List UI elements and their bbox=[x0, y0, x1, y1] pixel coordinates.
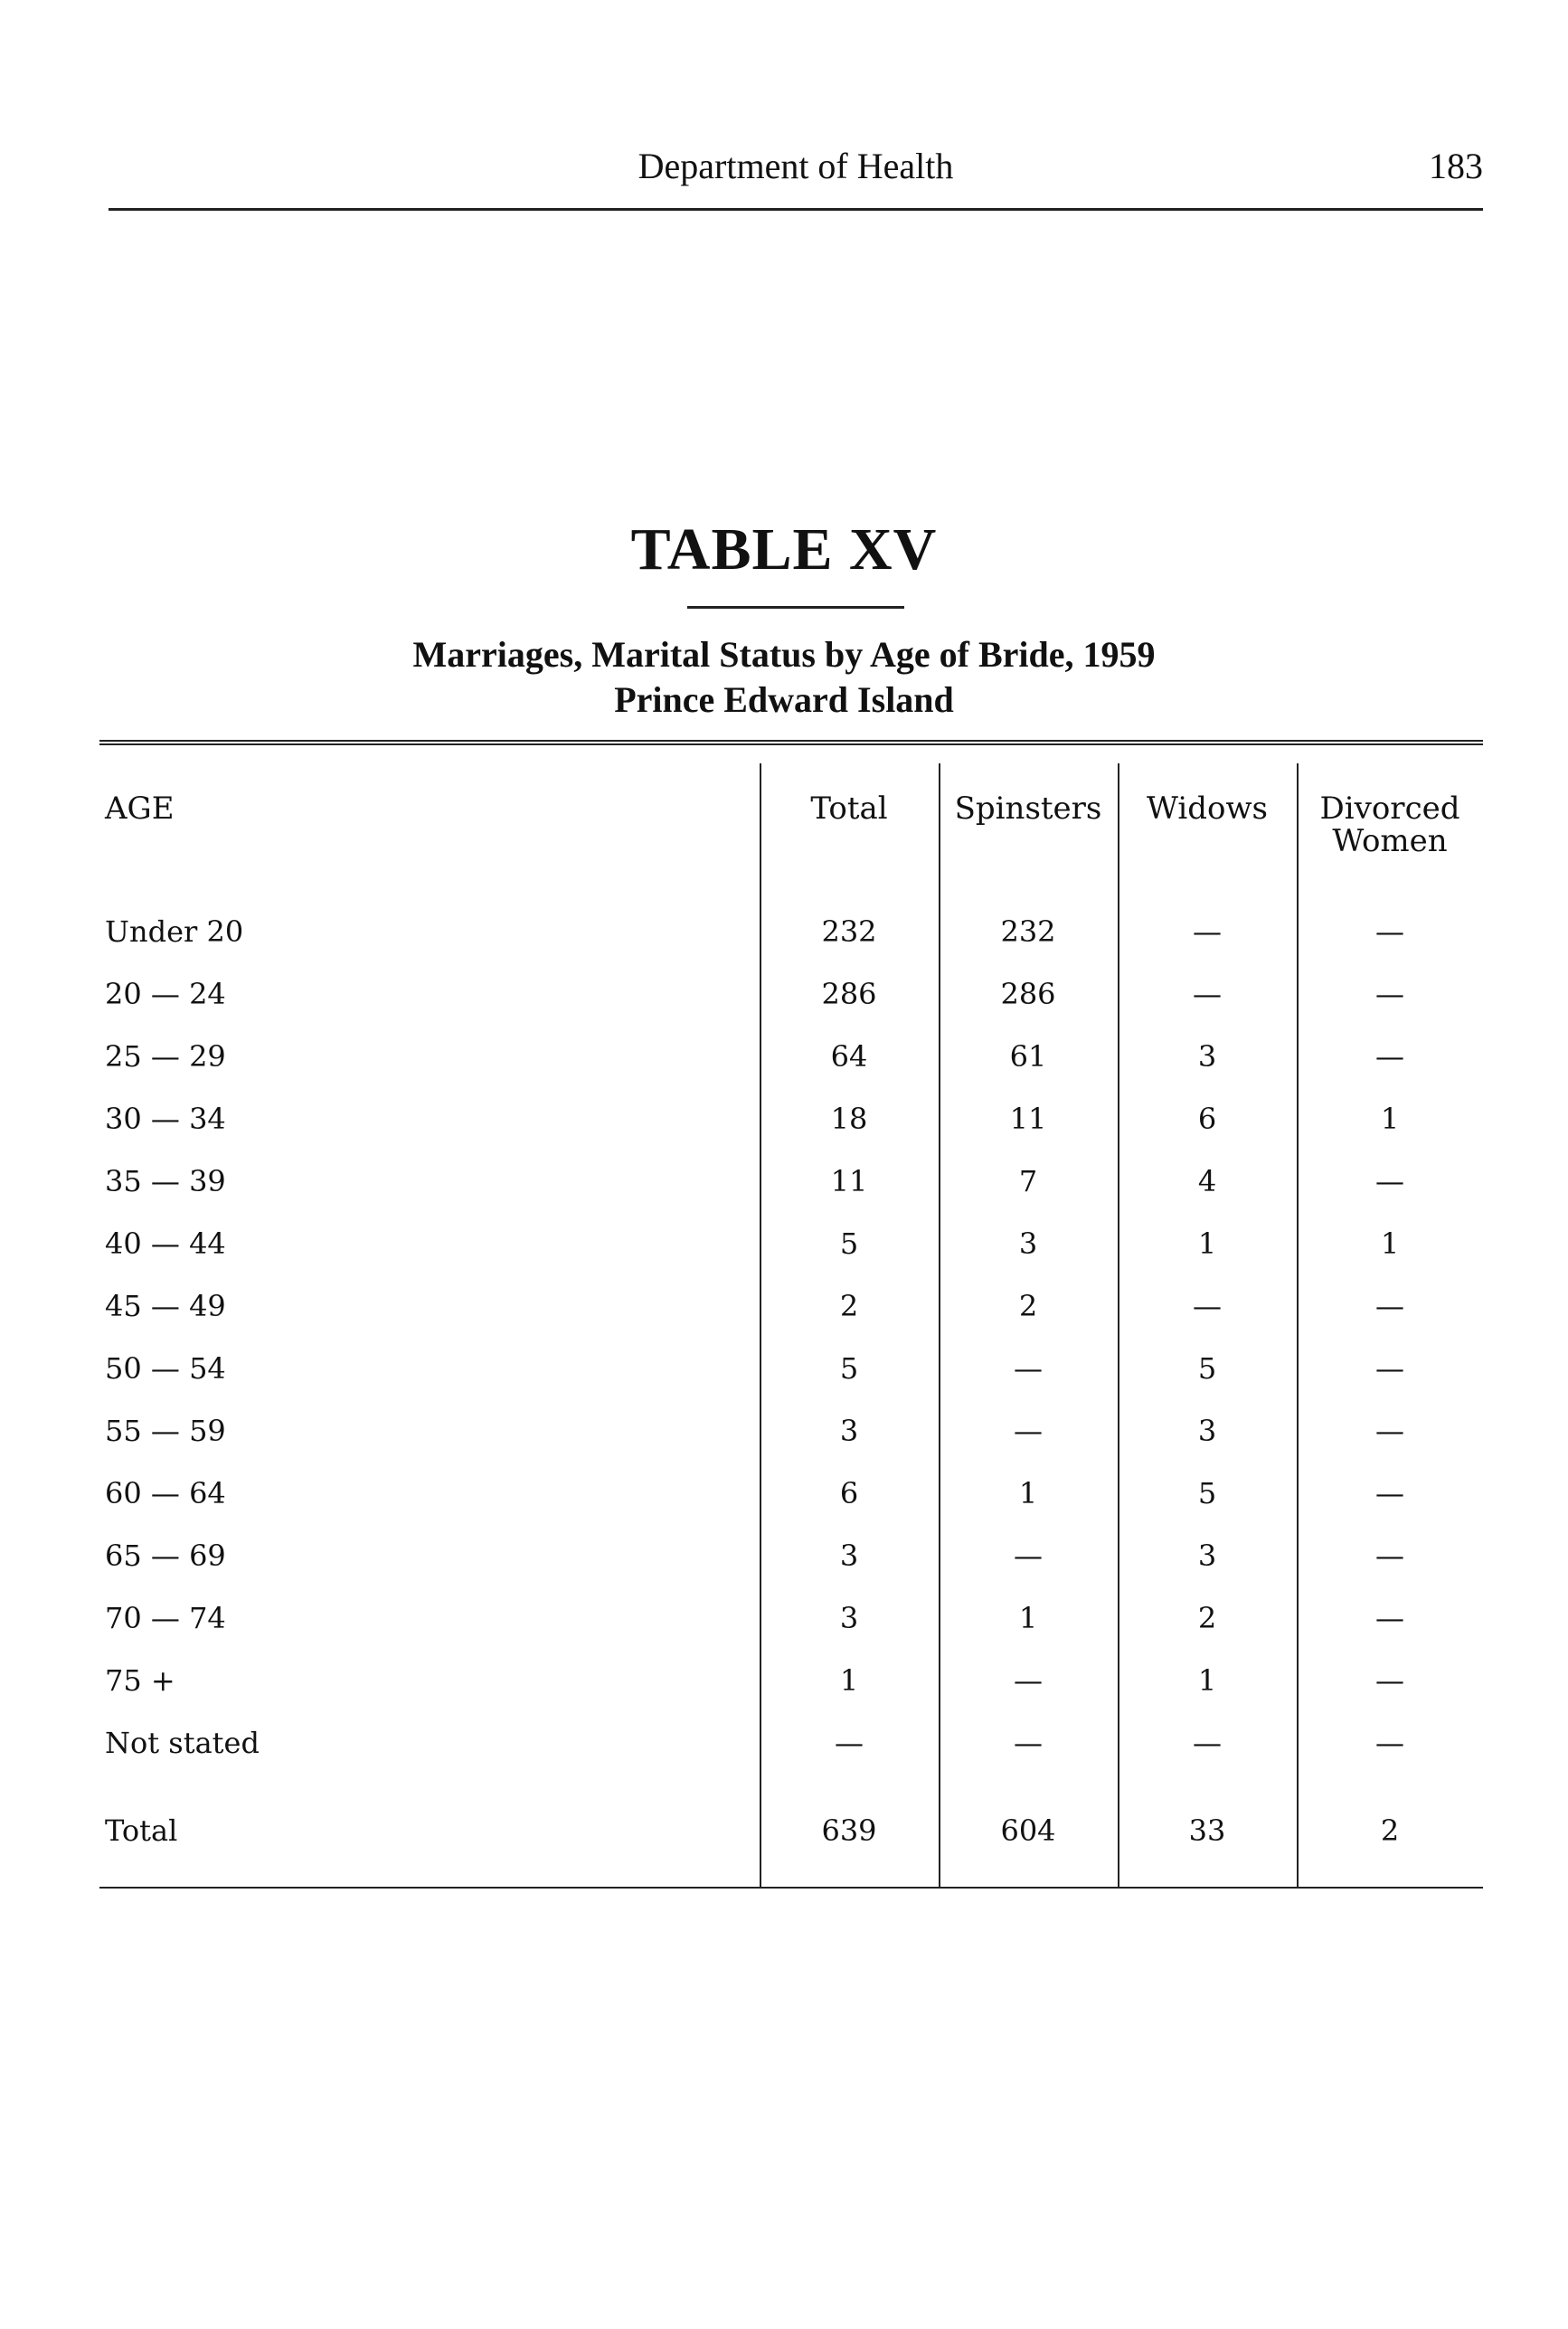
table-title: TABLE XV bbox=[630, 516, 938, 582]
total-cell: 3 bbox=[839, 1601, 859, 1635]
divorced-cell: — bbox=[1375, 977, 1404, 1011]
spinsters-cell: 3 bbox=[1018, 1226, 1038, 1261]
total-cell: 64 bbox=[830, 1039, 868, 1074]
title-rule bbox=[687, 606, 904, 609]
table-region: Prince Edward Island bbox=[614, 679, 954, 720]
table-row bbox=[99, 914, 1483, 950]
age-group-label: 40 — 44 bbox=[105, 1226, 756, 1262]
table-row bbox=[99, 1226, 1483, 1262]
spinsters-cell: — bbox=[1014, 1538, 1043, 1573]
divorced-cell: — bbox=[1375, 1289, 1404, 1323]
table-row bbox=[99, 1038, 1483, 1075]
total-row-spinsters: 604 bbox=[1000, 1813, 1056, 1848]
marriages-table bbox=[99, 740, 1483, 1889]
age-group-label: 30 — 34 bbox=[105, 1101, 756, 1137]
age-group-label: Under 20 bbox=[105, 914, 756, 950]
age-group-label: 60 — 64 bbox=[105, 1475, 756, 1511]
total-cell: 18 bbox=[830, 1102, 868, 1136]
total-cell: 2 bbox=[839, 1289, 859, 1323]
age-group-label: 25 — 29 bbox=[105, 1038, 756, 1075]
table-row bbox=[99, 976, 1483, 1012]
spinsters-cell: — bbox=[1014, 1726, 1043, 1760]
divorced-cell: — bbox=[1375, 1414, 1404, 1448]
column-header-spinsters: Spinsters bbox=[954, 791, 1102, 827]
total-cell: 5 bbox=[839, 1351, 859, 1386]
widows-cell: 1 bbox=[1197, 1663, 1217, 1698]
divorced-cell: — bbox=[1375, 1039, 1404, 1074]
table-row bbox=[99, 1600, 1483, 1636]
divorced-cell: — bbox=[1375, 1601, 1404, 1635]
total-cell: 11 bbox=[830, 1164, 868, 1198]
age-group-label: Not stated bbox=[105, 1725, 756, 1761]
spinsters-cell: 7 bbox=[1018, 1164, 1038, 1198]
table-row bbox=[99, 1725, 1483, 1761]
page-number: 183 bbox=[1429, 146, 1483, 186]
column-header-divorced-line2: Women bbox=[1332, 823, 1448, 859]
widows-cell: — bbox=[1193, 914, 1222, 949]
widows-cell: — bbox=[1193, 977, 1222, 1011]
widows-cell: 2 bbox=[1197, 1601, 1217, 1635]
total-cell: 3 bbox=[839, 1414, 859, 1448]
spinsters-cell: 1 bbox=[1018, 1601, 1038, 1635]
age-group-label: 70 — 74 bbox=[105, 1600, 756, 1636]
table-subtitle: Marriages, Marital Status by Age of Bride, 1959 bbox=[412, 634, 1156, 675]
total-row-label: Total bbox=[105, 1813, 756, 1849]
age-group-label: 45 — 49 bbox=[105, 1288, 756, 1324]
widows-cell: — bbox=[1193, 1726, 1222, 1760]
table-row bbox=[99, 1101, 1483, 1137]
divorced-cell: 1 bbox=[1380, 1226, 1400, 1261]
column-header-divorced-women bbox=[1297, 792, 1483, 857]
page-header bbox=[109, 136, 1483, 211]
total-cell: 5 bbox=[839, 1226, 859, 1261]
divorced-cell: — bbox=[1375, 1726, 1404, 1760]
spinsters-cell: — bbox=[1014, 1663, 1043, 1698]
widows-cell: 5 bbox=[1197, 1476, 1217, 1510]
table-row bbox=[99, 1288, 1483, 1324]
widows-cell: 5 bbox=[1197, 1351, 1217, 1386]
total-row-divorced: 2 bbox=[1380, 1813, 1400, 1848]
widows-cell: 3 bbox=[1197, 1538, 1217, 1573]
table-row bbox=[99, 1538, 1483, 1574]
widows-cell: 4 bbox=[1197, 1164, 1217, 1198]
widows-cell: 3 bbox=[1197, 1039, 1217, 1074]
table-row bbox=[99, 1350, 1483, 1387]
table-row bbox=[99, 1662, 1483, 1699]
total-cell: 6 bbox=[839, 1476, 859, 1510]
age-group-label: 65 — 69 bbox=[105, 1538, 756, 1574]
spinsters-cell: 11 bbox=[1009, 1102, 1047, 1136]
widows-cell: 6 bbox=[1197, 1102, 1217, 1136]
widows-cell: — bbox=[1193, 1289, 1222, 1323]
table-row bbox=[99, 1413, 1483, 1449]
column-header-total: Total bbox=[810, 791, 888, 827]
divorced-cell: 1 bbox=[1380, 1102, 1400, 1136]
widows-cell: 3 bbox=[1197, 1414, 1217, 1448]
total-cell: 232 bbox=[821, 914, 877, 949]
column-header-age: AGE bbox=[105, 791, 175, 827]
divorced-cell: — bbox=[1375, 1351, 1404, 1386]
spinsters-cell: 1 bbox=[1018, 1476, 1038, 1510]
divorced-cell: — bbox=[1375, 914, 1404, 949]
divorced-cell: — bbox=[1375, 1538, 1404, 1573]
column-header-widows: Widows bbox=[1146, 791, 1268, 827]
spinsters-cell: — bbox=[1014, 1351, 1043, 1386]
total-cell: 286 bbox=[821, 977, 877, 1011]
total-row bbox=[99, 1813, 1483, 1849]
table-row bbox=[99, 1163, 1483, 1199]
age-group-label: 20 — 24 bbox=[105, 976, 756, 1012]
divorced-cell: — bbox=[1375, 1164, 1404, 1198]
spinsters-cell: 286 bbox=[1000, 977, 1056, 1011]
total-row-widows: 33 bbox=[1188, 1813, 1226, 1848]
divorced-cell: — bbox=[1375, 1663, 1404, 1698]
age-group-label: 75 + bbox=[105, 1662, 756, 1699]
age-group-label: 55 — 59 bbox=[105, 1413, 756, 1449]
total-cell: — bbox=[835, 1726, 864, 1760]
widows-cell: 1 bbox=[1197, 1226, 1217, 1261]
total-cell: 3 bbox=[839, 1538, 859, 1573]
running-head: Department of Health bbox=[638, 146, 954, 186]
spinsters-cell: 61 bbox=[1009, 1039, 1047, 1074]
spinsters-cell: — bbox=[1014, 1414, 1043, 1448]
column-header-divorced-line1: Divorced bbox=[1319, 791, 1460, 827]
spinsters-cell: 2 bbox=[1018, 1289, 1038, 1323]
table-row bbox=[99, 1475, 1483, 1511]
age-group-label: 50 — 54 bbox=[105, 1350, 756, 1387]
age-group-label: 35 — 39 bbox=[105, 1163, 756, 1199]
spinsters-cell: 232 bbox=[1000, 914, 1056, 949]
total-row-total: 639 bbox=[821, 1813, 877, 1848]
divorced-cell: — bbox=[1375, 1476, 1404, 1510]
total-cell: 1 bbox=[839, 1663, 859, 1698]
